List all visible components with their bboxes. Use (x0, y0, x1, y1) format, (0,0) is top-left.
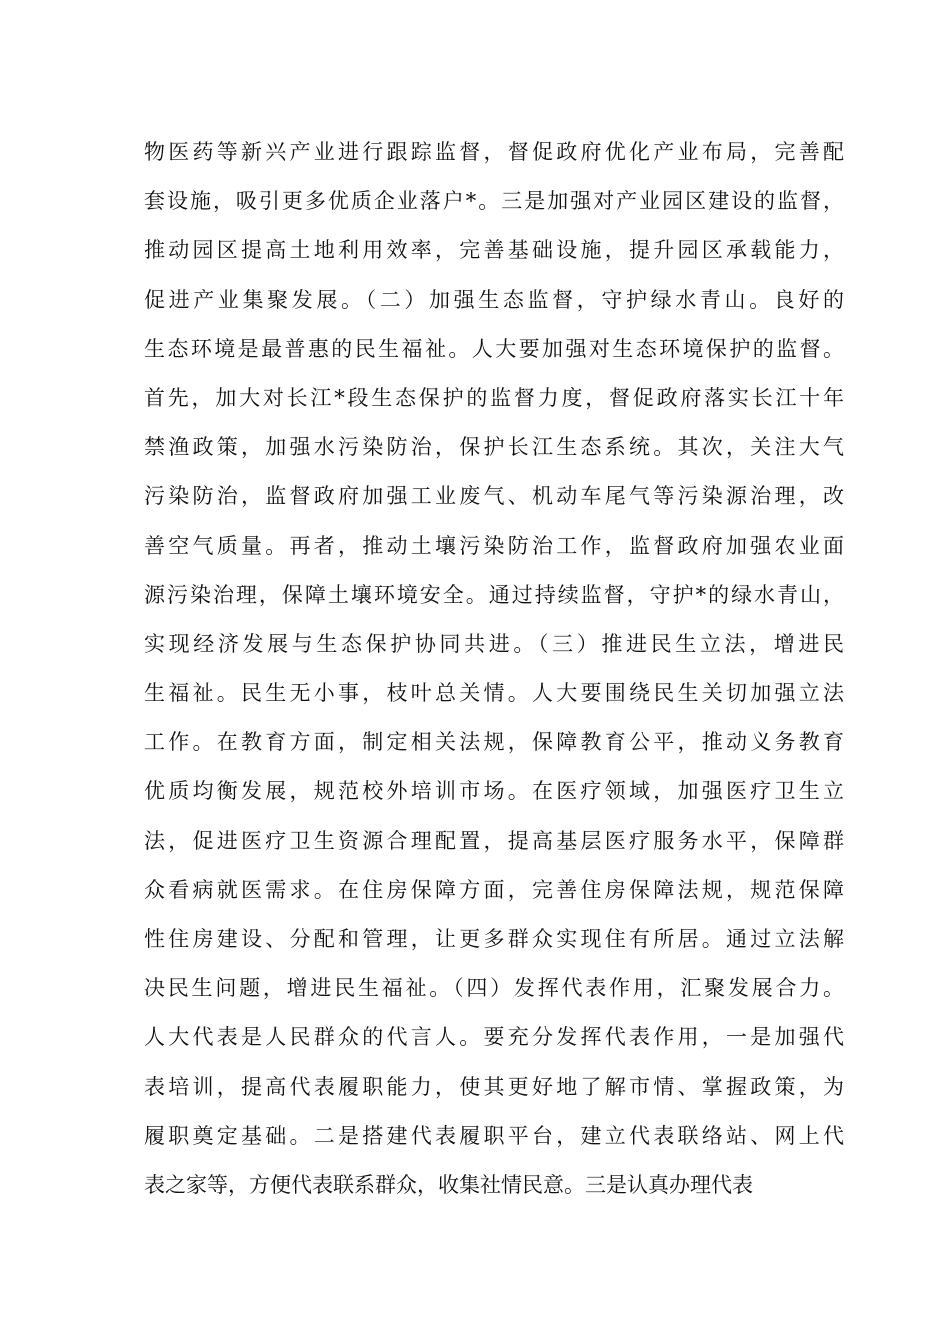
text-line: 优质均衡发展，规范校外培训市场。在医疗领域，加强医疗卫生立 (144, 779, 844, 804)
text-line: 污染防治，监督政府加强工业废气、机动车尾气等污染源治理，改 (144, 484, 844, 509)
text-line: 推动园区提高土地利用效率，完善基础设施，提升园区承载能力， (144, 238, 844, 263)
text-line: 善空气质量。再者，推动土壤污染防治工作，监督政府加强农业面 (144, 533, 844, 558)
text-line: 实现经济发展与生态保护协同共进。（三）推进民生立法，增进民 (144, 631, 844, 656)
text-line: 首先，加大对长江*段生态保护的监督力度，督促政府落实长江十年 (144, 385, 844, 410)
text-line: 决民生问题，增进民生福祉。（四）发挥代表作用，汇聚发展合力。 (144, 976, 844, 1001)
text-line: 表之家等，方便代表联系群众，收集社情民意。三是认真办理代表 (144, 1172, 753, 1197)
text-line: 法，促进医疗卫生资源合理配置，提高基层医疗服务水平，保障群 (144, 828, 844, 853)
text-line: 工作。在教育方面，制定相关法规，保障教育公平，推动义务教育 (144, 730, 844, 755)
text-line: 性住房建设、分配和管理，让更多群众实现住有所居。通过立法解 (144, 927, 844, 951)
text-line: 物医药等新兴产业进行跟踪监督，督促政府优化产业布局，完善配 (144, 140, 844, 164)
text-line: 源污染治理，保障土壤环境安全。通过持续监督，守护*的绿水青山， (144, 582, 844, 607)
text-line: 人大代表是人民群众的代言人。要充分发挥代表作用，一是加强代 (144, 1025, 844, 1050)
text-line: 套设施，吸引更多优质企业落户*。三是加强对产业园区建设的监督， (144, 189, 844, 214)
text-line: 履职奠定基础。二是搭建代表履职平台，建立代表联络站、网上代 (144, 1123, 844, 1148)
text-line: 促进产业集聚发展。（二）加强生态监督，守护绿水青山。良好的 (144, 287, 844, 312)
text-line: 生态环境是最普惠的民生福祉。人大要加强对生态环境保护的监督。 (144, 336, 844, 361)
body-text (144, 128, 844, 1210)
text-line: 生福祉。民生无小事，枝叶总关情。人大要围绕民生关切加强立法 (144, 681, 844, 706)
text-line: 众看病就医需求。在住房保障方面，完善住房保障法规，规范保障 (144, 877, 844, 902)
text-line: 禁渔政策，加强水污染防治，保护长江生态系统。其次，关注大气 (144, 435, 844, 460)
text-line: 表培训，提高代表履职能力，使其更好地了解市情、掌握政策，为 (144, 1074, 844, 1099)
